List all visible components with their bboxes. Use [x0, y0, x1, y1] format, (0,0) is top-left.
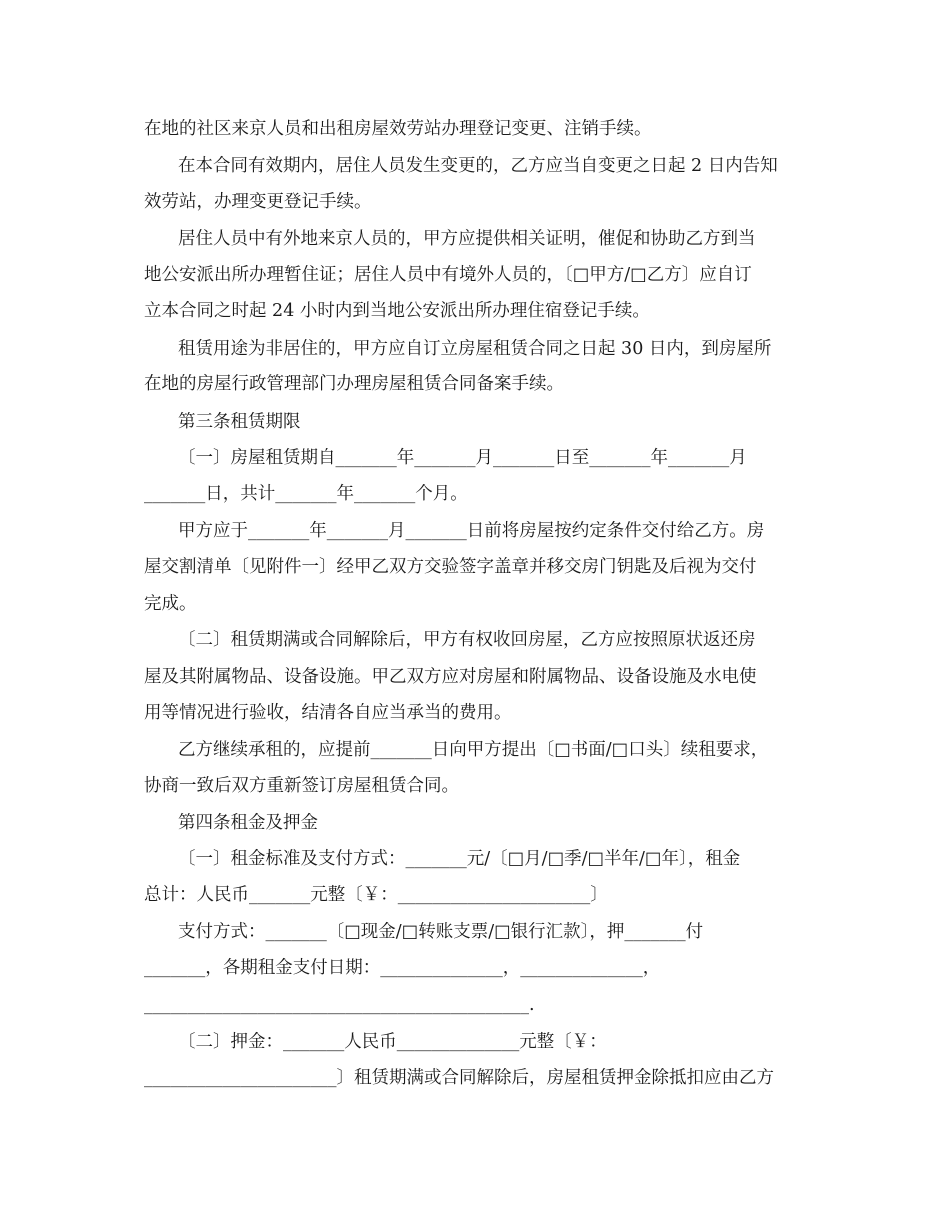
paragraph-line: 〔二〕押金：_______人民币______________元整〔￥： — [178, 1032, 607, 1052]
paragraph-line: 在地的房屋行政管理部门办理房屋租赁合同备案手续。 — [144, 374, 564, 394]
paragraph-line: 乙方继续承租的，应提前_______日向甲方提出〔□书面/□口头〕续租要求， — [178, 740, 769, 760]
paragraph-line: 在地的社区来京人员和出租房屋效劳站办理登记变更、注销手续。 — [144, 119, 652, 139]
paragraph-line: _______，各期租金支付日期：______________，______________， — [144, 958, 661, 978]
paragraph-line: 〔一〕房屋租赁期自_______年_______月_______日至_______年_______月 — [178, 448, 747, 468]
paragraph-line: 支付方式：_______〔□现金/□转账支票/□银行汇款〕，押_______付 — [178, 922, 704, 942]
section-heading: 第三条租赁期限 — [178, 412, 301, 432]
paragraph-line: ______________________〕租赁期满或合同解除后，房屋租赁押金除抵扣应由乙方 — [144, 1068, 774, 1088]
paragraph-line: _______日，共计_______年_______个月。 — [144, 484, 468, 504]
paragraph-line: 在本合同有效期内，居住人员发生变更的，乙方应当自变更之日起 2 日内告知 — [178, 156, 778, 176]
paragraph-line: 〔一〕租金标准及支付方式：_______元/〔□月/□季/□半年/□年〕，租金 — [178, 849, 741, 869]
paragraph-line: 屋及其附属物品、设备设施。甲乙双方应对房屋和附属物品、设备设施及水电使 — [144, 667, 757, 687]
paragraph-line: 租赁用途为非居住的，甲方应自订立房屋租赁合同之日起 30 日内，到房屋所 — [178, 339, 772, 359]
paragraph-line: 效劳站，办理变更登记手续。 — [144, 192, 372, 212]
paragraph-line: 总计：人民币_______元整〔￥：______________________〕 — [144, 885, 608, 905]
paragraph-line: 〔二〕租赁期满或合同解除后，甲方有权收回房屋，乙方应按照原状返还房 — [178, 630, 756, 650]
paragraph-line: 甲方应于_______年_______月_______日前将房屋按约定条件交付给乙方。房 — [178, 521, 765, 541]
paragraph-line: 地公安派出所办理暂住证；居住人员中有境外人员的，〔□甲方/□乙方〕应自订 — [144, 265, 752, 285]
paragraph-line: ____________________________________________. — [144, 995, 535, 1015]
paragraph-line: 立本合同之时起 24 小时内到当地公安派出所办理住宿登记手续。 — [144, 301, 650, 321]
paragraph-line: 屋交割清单〔见附件一〕经甲乙双方交验签字盖章并移交房门钥匙及后视为交付 — [144, 557, 757, 577]
paragraph-line: 完成。 — [144, 594, 197, 614]
section-heading: 第四条租金及押金 — [178, 813, 318, 833]
paragraph-line: 协商一致后双方重新签订房屋租赁合同。 — [144, 776, 459, 796]
paragraph-line: 居住人员中有外地来京人员的，甲方应提供相关证明，催促和协助乙方到当 — [178, 229, 756, 249]
paragraph-line: 用等情况进行验收，结清各自应当承当的费用。 — [144, 703, 512, 723]
